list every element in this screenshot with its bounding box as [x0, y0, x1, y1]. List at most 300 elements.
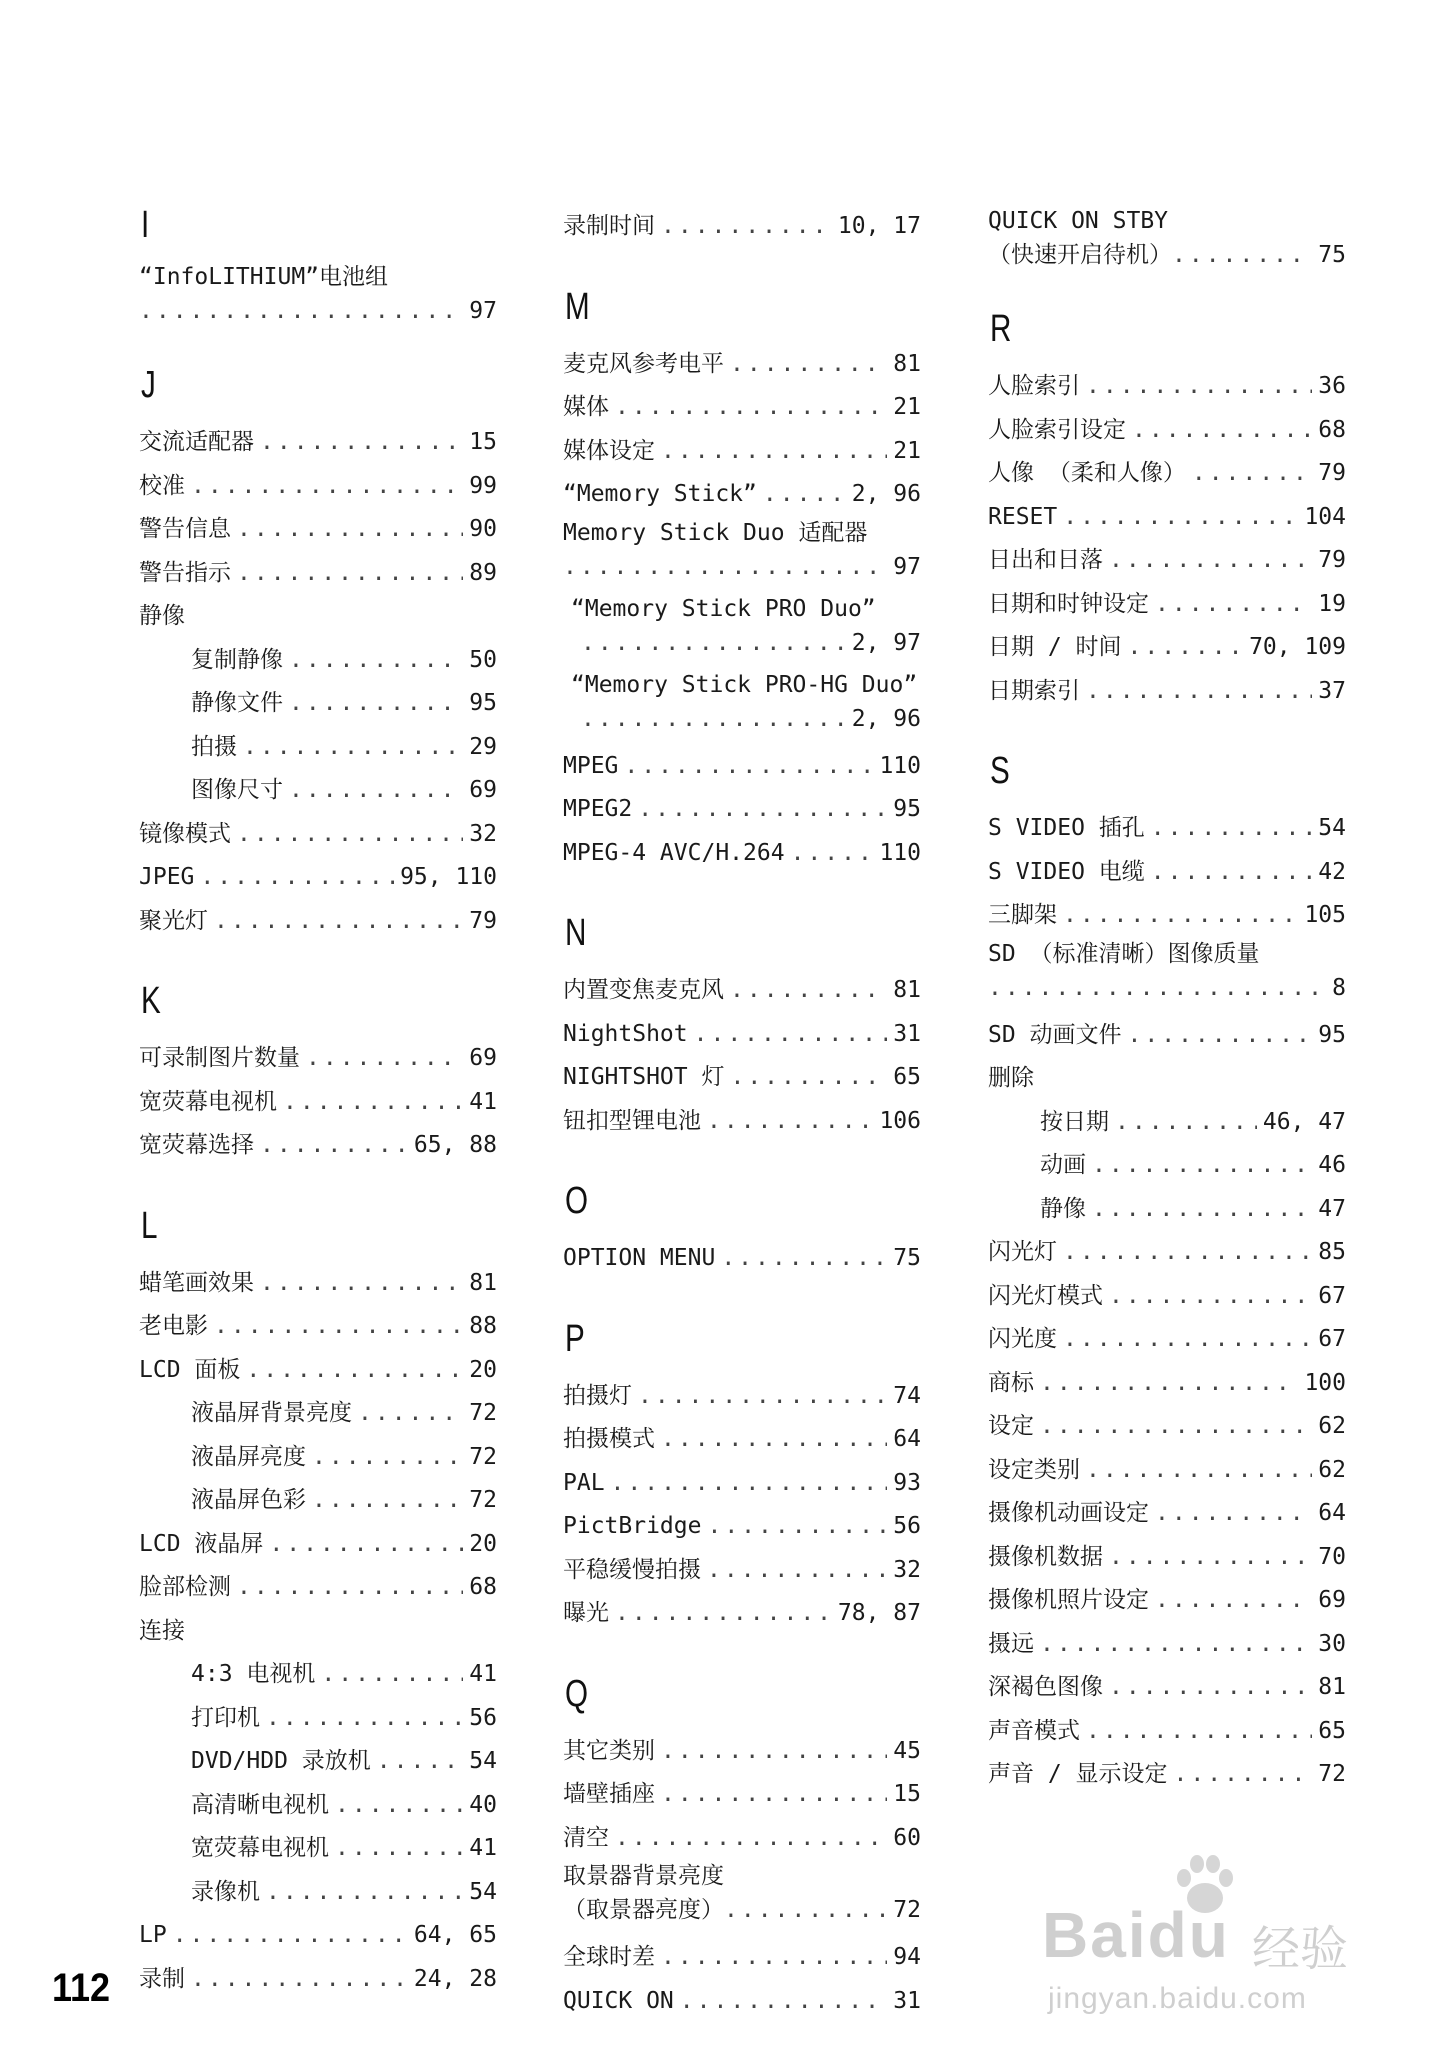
- entry-page: 54: [469, 1878, 497, 1905]
- index-entry: [988, 670, 1346, 714]
- index-subentry: [139, 1827, 497, 1871]
- index-subentry: [139, 1740, 497, 1784]
- entry-leader-line: [988, 970, 1346, 1004]
- entry-term: LP: [139, 1922, 167, 1948]
- entry-term: SD 动画文件: [988, 1021, 1122, 1048]
- index-entry: [563, 343, 921, 387]
- entry-page: 69: [1318, 1587, 1346, 1613]
- index-entry: [139, 1037, 497, 1081]
- index-section: [988, 309, 1346, 713]
- index-entry: [988, 1449, 1346, 1493]
- entry-term: “Memory Stick PRO Duo”: [571, 595, 876, 622]
- index-subentry: [139, 1697, 497, 1741]
- index-entry: [563, 1237, 921, 1281]
- entry-term: S VIDEO 插孔: [988, 815, 1145, 841]
- entry-term: 声音 / 显示设定: [988, 1761, 1168, 1787]
- dot-leader: [730, 969, 887, 1013]
- entry-page: 72: [469, 1443, 497, 1470]
- entry-page: 56: [893, 1513, 921, 1539]
- entry-term: MPEG: [563, 752, 619, 779]
- index-entry: [563, 669, 921, 735]
- dot-leader: [661, 1418, 887, 1462]
- entry-page: 8: [1332, 974, 1346, 1001]
- index-entry: [563, 1730, 921, 1774]
- entry-page: 42: [1318, 858, 1346, 885]
- entry-term: 摄像机照片设定: [988, 1587, 1149, 1613]
- entry-leader-line: [563, 701, 921, 735]
- entry-page: 46: [1318, 1152, 1346, 1178]
- entry-page: 95, 110: [400, 864, 497, 890]
- dot-leader: [1040, 1623, 1312, 1667]
- entry-term: LCD 液晶屏: [139, 1530, 264, 1557]
- entry-term: S VIDEO 电缆: [988, 858, 1145, 885]
- dot-leader: [581, 627, 846, 659]
- entry-term: 拍摄: [191, 733, 237, 760]
- dot-leader: [1155, 583, 1312, 627]
- dot-leader: [214, 1305, 463, 1349]
- entry-term: 日期和时钟设定: [988, 590, 1149, 617]
- dot-leader: [237, 508, 463, 552]
- index-section: [139, 365, 497, 943]
- dot-leader: [283, 1081, 463, 1125]
- index-entry: [563, 1860, 921, 1926]
- entry-term: PictBridge: [563, 1513, 702, 1539]
- entry-page: 79: [1318, 460, 1346, 486]
- dot-leader: [1063, 894, 1298, 938]
- entry-page: 90: [469, 516, 497, 542]
- index-subentry: [139, 1392, 497, 1436]
- entry-term: 麦克风参考电平: [563, 350, 724, 377]
- dot-leader: [1063, 1231, 1312, 1275]
- index-entry: [139, 1081, 497, 1125]
- index-group-heading: [139, 1610, 497, 1654]
- entry-page: 95: [1318, 1021, 1346, 1048]
- dot-leader: [1086, 670, 1312, 714]
- index-entry: [563, 1549, 921, 1593]
- index-entry: [988, 1275, 1346, 1319]
- entry-page: 81: [1318, 1674, 1346, 1700]
- index-entry: [139, 1958, 497, 2002]
- entry-page: 47: [1318, 1195, 1346, 1222]
- index-entry: [988, 1579, 1346, 1623]
- index-entry: [988, 205, 1346, 271]
- dot-leader: [1155, 1492, 1312, 1536]
- entry-term: Memory Stick Duo 适配器: [563, 519, 868, 546]
- entry-page: 72: [1318, 1761, 1346, 1787]
- dot-leader: [1092, 1144, 1312, 1188]
- entry-leader-line: [988, 237, 1346, 271]
- dot-leader: [791, 832, 874, 876]
- dot-leader: [694, 1013, 888, 1057]
- dot-leader: [661, 205, 832, 249]
- index-group-heading: [988, 1057, 1346, 1101]
- index-entry: [139, 1305, 497, 1349]
- index-entry: [988, 626, 1346, 670]
- entry-term: 取景器背景亮度: [563, 1863, 724, 1889]
- entry-leader-line: [563, 1892, 921, 1926]
- entry-term: 曝光: [563, 1600, 609, 1626]
- entry-term: 脸部检测: [139, 1574, 231, 1600]
- entry-leader-line: [563, 549, 921, 583]
- index-entry: [988, 1623, 1346, 1667]
- page-number: 112: [52, 1966, 111, 2010]
- dot-leader: [724, 1894, 887, 1926]
- entry-term: 拍摄模式: [563, 1426, 655, 1452]
- entry-term: DVD/HDD 录放机: [191, 1748, 371, 1774]
- entry-term: 闪光灯模式: [988, 1282, 1103, 1309]
- dot-leader: [312, 1436, 463, 1480]
- entry-term: 钮扣型锂电池: [563, 1107, 701, 1134]
- entry-page: 41: [469, 1661, 497, 1687]
- index-subentry: [988, 1144, 1346, 1188]
- section-letter: R: [990, 308, 1012, 350]
- entry-page: 46, 47: [1262, 1108, 1346, 1135]
- section-letter: P: [565, 1317, 585, 1360]
- entry-term: 声音模式: [988, 1717, 1080, 1744]
- index-section: [988, 751, 1346, 1797]
- entry-term: 液晶屏亮度: [191, 1443, 306, 1470]
- dot-leader: [615, 386, 887, 430]
- entry-page: 94: [893, 1944, 921, 1970]
- entry-page: 15: [469, 429, 497, 455]
- entry-term: 交流适配器: [139, 429, 254, 455]
- dot-leader: [988, 972, 1326, 1004]
- index-entry: [139, 465, 497, 509]
- section-letter: S: [990, 750, 1010, 792]
- index-entry: [988, 1536, 1346, 1580]
- index-section: [139, 205, 497, 327]
- dot-leader: [611, 1462, 888, 1506]
- entry-page: 78, 87: [837, 1600, 921, 1626]
- entry-term: 墙壁插座: [563, 1781, 655, 1807]
- entry-page: 75: [1318, 242, 1346, 268]
- entry-term: 聚光灯: [139, 907, 208, 934]
- entry-page: 67: [1318, 1326, 1346, 1352]
- entry-page: 20: [469, 1356, 497, 1383]
- entry-page: 32: [469, 820, 497, 847]
- entry-term: 4:3 电视机: [191, 1661, 316, 1687]
- entry-page: 75: [893, 1245, 921, 1271]
- index-subentry: [139, 1436, 497, 1480]
- dot-leader: [730, 343, 887, 387]
- dot-leader: [246, 1349, 463, 1393]
- dot-leader: [1109, 1275, 1312, 1319]
- dot-leader: [237, 552, 463, 596]
- entry-page: 41: [469, 1088, 497, 1115]
- index-entry: [563, 1013, 921, 1057]
- index-section: [563, 1674, 921, 2024]
- entry-term: 宽荧幕选择: [139, 1132, 254, 1158]
- index-entry: [988, 1405, 1346, 1449]
- index-entry: [563, 1505, 921, 1549]
- entry-term: 摄像机数据: [988, 1543, 1103, 1570]
- dot-leader: [1109, 1666, 1312, 1710]
- index-entry: [139, 552, 497, 596]
- entry-page: 93: [893, 1469, 921, 1496]
- dot-leader: [269, 1523, 463, 1567]
- entry-page: 105: [1304, 902, 1346, 928]
- dot-leader: [1132, 409, 1312, 453]
- entry-term: 人脸索引设定: [988, 416, 1126, 443]
- entry-page: 79: [1318, 547, 1346, 573]
- section-letter: L: [141, 1204, 158, 1247]
- baidu-watermark: [1020, 1850, 1420, 2040]
- entry-page: 29: [469, 733, 497, 760]
- dot-leader: [638, 788, 887, 832]
- entry-page: 30: [1318, 1630, 1346, 1657]
- dot-leader: [721, 1237, 887, 1281]
- index-entry: [139, 1124, 497, 1168]
- entry-term: RESET: [988, 503, 1058, 530]
- index-entry: [988, 452, 1346, 496]
- section-letter: K: [141, 980, 161, 1022]
- entry-term: “Memory Stick PRO-HG Duo”: [571, 671, 918, 698]
- section-letter: M: [565, 285, 590, 328]
- entry-page: 56: [469, 1704, 497, 1731]
- dot-leader: [1086, 1449, 1312, 1493]
- entry-term: 清空: [563, 1824, 609, 1851]
- index-entry: [988, 539, 1346, 583]
- dot-leader: [377, 1740, 464, 1784]
- entry-term: 静像: [139, 603, 185, 629]
- entry-term: OPTION MENU: [563, 1245, 716, 1271]
- index-subentry: [139, 682, 497, 726]
- index-section: [563, 913, 921, 1143]
- entry-term: QUICK ON: [563, 1987, 674, 2014]
- dot-leader: [661, 1773, 887, 1817]
- entry-term: MPEG-4 AVC/H.264: [563, 839, 785, 866]
- dot-leader: [237, 813, 463, 857]
- entry-page: 54: [469, 1748, 497, 1774]
- entry-term: 摄像机动画设定: [988, 1500, 1149, 1526]
- entry-page: 41: [469, 1835, 497, 1861]
- index-subentry: [139, 1784, 497, 1828]
- dot-leader: [730, 1056, 887, 1100]
- index-subentry: [139, 1653, 497, 1697]
- index-subentry: [139, 769, 497, 813]
- entry-page: 19: [1318, 590, 1346, 617]
- index-entry: [139, 508, 497, 552]
- entry-page: 67: [1318, 1282, 1346, 1309]
- index-entry: [988, 1362, 1346, 1406]
- index-entry: [563, 745, 921, 789]
- dot-leader: [1063, 1318, 1312, 1362]
- entry-term: 复制静像: [191, 646, 283, 673]
- dot-leader: [624, 745, 873, 789]
- dot-leader: [661, 1936, 887, 1980]
- dot-leader: [1115, 1101, 1257, 1145]
- entry-page: 10, 17: [837, 213, 921, 239]
- dot-leader: [763, 473, 846, 517]
- dot-leader: [707, 1549, 887, 1593]
- entry-page: 31: [893, 1020, 921, 1047]
- entry-term: PAL: [563, 1469, 605, 1496]
- entry-page: 72: [893, 1897, 921, 1923]
- entry-term-continued: （取景器亮度）: [563, 1897, 724, 1923]
- entry-term: 按日期: [1040, 1108, 1109, 1135]
- dot-leader: [321, 1653, 463, 1697]
- dot-leader: [191, 465, 463, 509]
- section-letter: J: [141, 364, 156, 406]
- watermark-url: jingyan.baidu.com: [1048, 1982, 1307, 2015]
- entry-term: 警告指示: [139, 559, 231, 586]
- dot-leader: [1109, 539, 1312, 583]
- entry-page: 50: [469, 646, 497, 673]
- index-column-3: [988, 205, 1346, 1835]
- dot-leader: [289, 639, 463, 683]
- index-entry: [988, 1753, 1346, 1797]
- index-entry: [139, 421, 497, 465]
- index-entry: [139, 900, 497, 944]
- dot-leader: [1172, 239, 1312, 271]
- dot-leader: [173, 1914, 408, 1958]
- entry-page: 65, 88: [413, 1132, 497, 1158]
- entry-page: 97: [469, 298, 497, 324]
- entry-page: 68: [1318, 416, 1346, 443]
- entry-page: 60: [893, 1824, 921, 1851]
- index-entry: [988, 938, 1346, 1004]
- index-entry: [563, 969, 921, 1013]
- entry-page: 21: [893, 394, 921, 420]
- entry-page: 100: [1304, 1369, 1346, 1396]
- entry-term: 平稳缓慢拍摄: [563, 1556, 701, 1583]
- dot-leader: [139, 295, 463, 327]
- dot-leader: [214, 900, 463, 944]
- entry-term: 删除: [988, 1065, 1034, 1091]
- entry-term: NIGHTSHOT 灯: [563, 1064, 725, 1090]
- index-entry: [563, 593, 921, 659]
- entry-page: 40: [469, 1791, 497, 1818]
- index-entry: [139, 1914, 497, 1958]
- entry-page: 21: [893, 437, 921, 464]
- index-entry: [563, 386, 921, 430]
- index-entry: [988, 409, 1346, 453]
- entry-page: 32: [893, 1556, 921, 1583]
- entry-page: 70, 109: [1249, 634, 1346, 660]
- entry-term: 人像 （柔和人像）: [988, 460, 1186, 486]
- index-entry: [563, 1375, 921, 1419]
- entry-page: 72: [469, 1400, 497, 1426]
- entry-term: NightShot: [563, 1020, 688, 1047]
- index-entry: [139, 856, 497, 900]
- index-section: [563, 1181, 921, 1281]
- index-entry: [563, 832, 921, 876]
- dot-leader: [661, 1730, 887, 1774]
- entry-page: 88: [469, 1313, 497, 1339]
- entry-term: 蜡笔画效果: [139, 1269, 254, 1296]
- entry-page: 24, 28: [413, 1965, 497, 1992]
- entry-term: 闪光灯: [988, 1239, 1057, 1265]
- dot-leader: [1092, 1188, 1312, 1232]
- entry-term: LCD 面板: [139, 1356, 241, 1383]
- index-entry: [563, 1980, 921, 2024]
- index-entry: [563, 1773, 921, 1817]
- dot-leader: [615, 1592, 832, 1636]
- section-letter: I: [141, 204, 150, 246]
- index-column-2: [563, 205, 921, 2061]
- index-subentry: [988, 1101, 1346, 1145]
- entry-page: 62: [1318, 1456, 1346, 1483]
- entry-page: 99: [469, 472, 497, 499]
- entry-page: 81: [893, 350, 921, 377]
- dot-leader: [306, 1037, 463, 1081]
- dot-leader: [1086, 365, 1312, 409]
- index-subentry: [988, 1188, 1346, 1232]
- section-letter: O: [565, 1180, 589, 1222]
- entry-page: 65: [1318, 1717, 1346, 1744]
- index-entry: [139, 1523, 497, 1567]
- index-entry: [563, 1100, 921, 1144]
- entry-term: 液晶屏色彩: [191, 1487, 306, 1513]
- dot-leader: [1128, 626, 1244, 670]
- entry-term: 静像: [1040, 1195, 1086, 1222]
- entry-term: 警告信息: [139, 516, 231, 542]
- dot-leader: [266, 1871, 463, 1915]
- entry-term: 宽荧幕电视机: [191, 1835, 329, 1861]
- entry-term: 打印机: [191, 1704, 260, 1731]
- entry-page: 70: [1318, 1543, 1346, 1570]
- entry-term: 摄远: [988, 1630, 1034, 1657]
- entry-page: 72: [469, 1487, 497, 1513]
- index-subentry: [139, 639, 497, 683]
- entry-page: 89: [469, 559, 497, 586]
- entry-term: 动画: [1040, 1152, 1086, 1178]
- entry-page: 15: [893, 1781, 921, 1807]
- entry-term: 图像尺寸: [191, 777, 283, 803]
- entry-page: 85: [1318, 1239, 1346, 1265]
- entry-page: 64: [893, 1426, 921, 1452]
- index-entry: [563, 1056, 921, 1100]
- dot-leader: [1040, 1405, 1312, 1449]
- entry-term: “Memory Stick”: [563, 481, 757, 507]
- entry-term: JPEG: [139, 864, 195, 890]
- dot-leader: [200, 856, 394, 900]
- index-group-heading: [139, 595, 497, 639]
- index-entry: [988, 1666, 1346, 1710]
- dot-leader: [1128, 1014, 1313, 1058]
- index-entry: [139, 1349, 497, 1393]
- entry-term: 深褐色图像: [988, 1674, 1103, 1700]
- dot-leader: [1192, 452, 1312, 496]
- dot-leader: [335, 1784, 463, 1828]
- dot-leader: [1174, 1753, 1313, 1797]
- entry-term: 日期索引: [988, 677, 1080, 704]
- index-entry: [563, 473, 921, 517]
- dot-leader: [707, 1100, 873, 1144]
- entry-term: 媒体设定: [563, 437, 655, 464]
- entry-page: 81: [893, 977, 921, 1003]
- entry-page: 45: [893, 1737, 921, 1764]
- entry-page: 95: [893, 796, 921, 822]
- index-entry: [563, 1817, 921, 1861]
- dot-leader: [1151, 807, 1313, 851]
- index-entry: [563, 430, 921, 474]
- index-entry: [988, 496, 1346, 540]
- entry-term: 人脸索引: [988, 373, 1080, 399]
- entry-term: 静像文件: [191, 690, 283, 716]
- index-entry: [563, 205, 921, 249]
- dot-leader: [191, 1958, 408, 2002]
- entry-page: 97: [893, 553, 921, 580]
- entry-term: QUICK ON STBY: [988, 208, 1169, 234]
- dot-leader: [1109, 1536, 1312, 1580]
- index-section: [139, 1206, 497, 2002]
- index-section: [563, 205, 921, 249]
- entry-term: 全球时差: [563, 1944, 655, 1970]
- entry-term: 镜像模式: [139, 820, 231, 847]
- index-section: [563, 1319, 921, 1636]
- index-entry: [988, 1318, 1346, 1362]
